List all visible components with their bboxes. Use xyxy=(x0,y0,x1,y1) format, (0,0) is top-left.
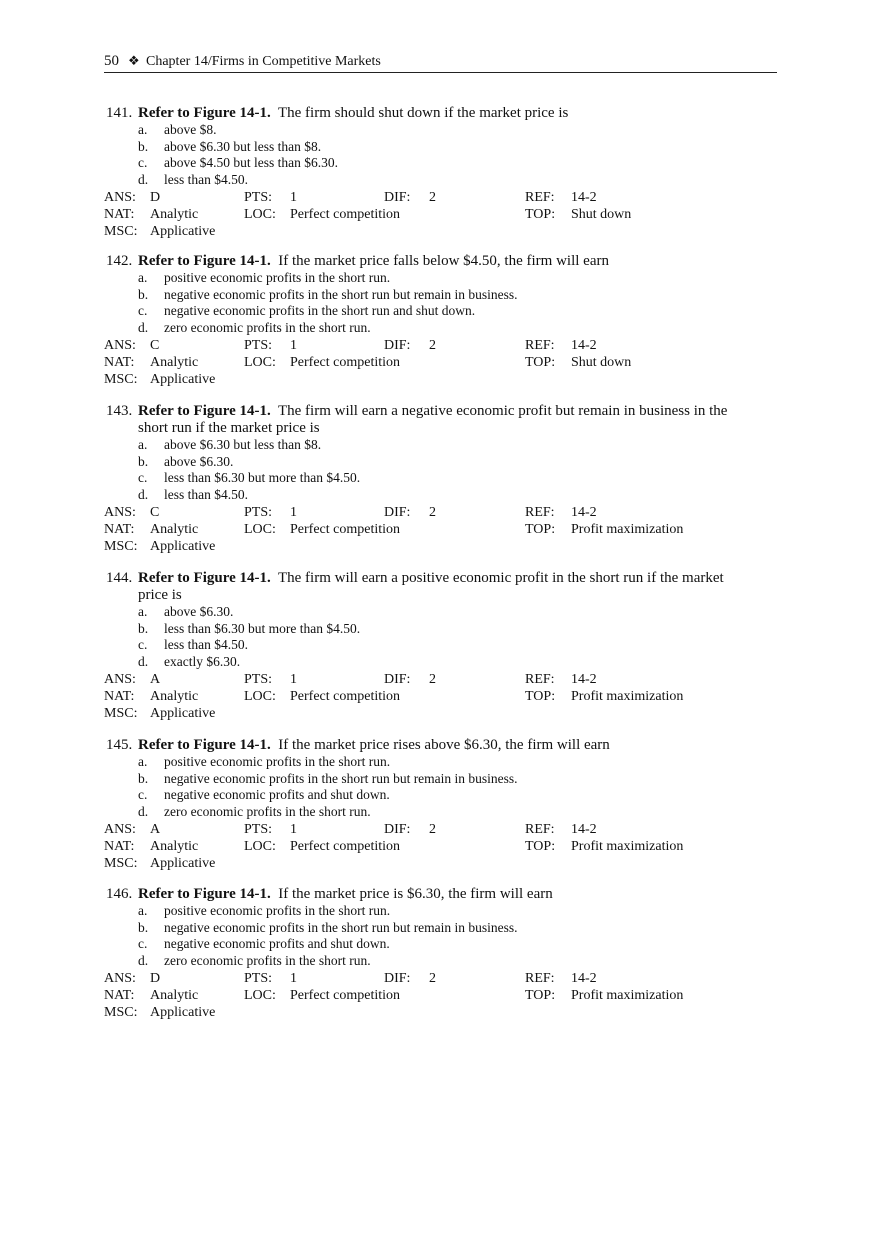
option-text: negative economic profits and shut down. xyxy=(164,787,390,803)
page-number: 50 xyxy=(104,53,119,69)
nat-label: NAT: xyxy=(104,354,135,370)
top-value: Profit maximization xyxy=(571,838,684,854)
option-text: less than $4.50. xyxy=(164,172,248,188)
option-text: negative economic profits in the short run but remain in business. xyxy=(164,286,518,302)
ans-value: A xyxy=(150,671,161,687)
page-header xyxy=(104,52,777,73)
option-letter: b. xyxy=(138,620,149,636)
option-letter: d. xyxy=(138,804,149,820)
top-label: TOP: xyxy=(525,521,556,537)
option-text: above $4.50 but less than $6.30. xyxy=(164,155,338,171)
answer-option xyxy=(138,320,784,337)
nat-value: Analytic xyxy=(150,206,199,222)
msc-label: MSC: xyxy=(104,855,138,871)
dif-label: DIF: xyxy=(384,189,411,205)
option-letter: a. xyxy=(138,903,148,918)
loc-value: Perfect competition xyxy=(290,987,401,1003)
option-text: zero economic profits in the short run. xyxy=(164,320,371,336)
question-stem xyxy=(104,570,784,587)
pts-label: PTS: xyxy=(244,337,273,353)
option-letter: b. xyxy=(138,138,149,154)
option-text: positive economic profits in the short run. xyxy=(164,903,391,918)
answer-meta-row xyxy=(104,504,784,521)
nat-value: Analytic xyxy=(150,838,199,854)
loc-value: Perfect competition xyxy=(290,354,401,370)
question-number: 141. xyxy=(106,105,133,121)
option-text: above $6.30 but less than $8. xyxy=(164,437,322,452)
answer-options xyxy=(138,122,784,189)
ans-label: ANS: xyxy=(104,337,136,353)
msc-label: MSC: xyxy=(104,1004,138,1020)
answer-option xyxy=(138,437,784,454)
option-text: negative economic profits and shut down. xyxy=(164,936,390,952)
ref-value: 14-2 xyxy=(571,504,597,520)
pts-label: PTS: xyxy=(244,671,273,687)
answer-option xyxy=(138,487,784,504)
answer-options xyxy=(138,754,784,821)
pts-label: PTS: xyxy=(244,504,273,520)
answer-option xyxy=(138,621,784,638)
loc-label: LOC: xyxy=(244,688,276,704)
answer-options xyxy=(138,903,784,970)
option-text: less than $4.50. xyxy=(164,487,248,503)
top-label: TOP: xyxy=(525,354,556,370)
question-stem xyxy=(104,105,784,122)
top-label: TOP: xyxy=(525,688,556,704)
question-text-continued: price is xyxy=(138,587,182,603)
answer-option xyxy=(138,936,784,953)
dif-label: DIF: xyxy=(384,970,411,986)
question-141 xyxy=(104,105,784,240)
nat-meta-row xyxy=(104,838,784,855)
pts-label: PTS: xyxy=(244,970,273,986)
question-text-continued: short run if the market price is xyxy=(138,420,320,436)
option-text: above $6.30. xyxy=(164,453,234,469)
nat-label: NAT: xyxy=(104,987,135,1003)
pts-label: PTS: xyxy=(244,189,273,205)
loc-label: LOC: xyxy=(244,206,276,222)
dif-value: 2 xyxy=(429,189,436,205)
ans-value: D xyxy=(150,970,161,986)
answer-option xyxy=(138,771,784,788)
question-143 xyxy=(104,403,784,555)
option-letter: d. xyxy=(138,953,149,969)
nat-label: NAT: xyxy=(104,206,135,222)
option-text: negative economic profits in the short run but remain in business. xyxy=(164,770,518,786)
answer-option xyxy=(138,920,784,937)
option-text: less than $6.30 but more than $4.50. xyxy=(164,470,361,486)
answer-option xyxy=(138,172,784,189)
option-letter: a. xyxy=(138,122,148,137)
option-letter: d. xyxy=(138,320,149,336)
question-stem-continued xyxy=(104,587,784,604)
ans-label: ANS: xyxy=(104,970,136,986)
option-text: above $6.30 but less than $8. xyxy=(164,138,322,154)
diamond-icon: ❖ xyxy=(128,53,140,68)
loc-value: Perfect competition xyxy=(290,206,401,222)
answer-option xyxy=(138,637,784,654)
dif-value: 2 xyxy=(429,821,436,837)
question-text: If the market price rises above $6.30, the firm will earn xyxy=(278,737,610,753)
option-letter: b. xyxy=(138,770,149,786)
option-letter: d. xyxy=(138,172,149,188)
pts-value: 1 xyxy=(290,337,297,353)
option-text: positive economic profits in the short run. xyxy=(164,270,391,285)
option-letter: d. xyxy=(138,487,149,503)
question-number: 146. xyxy=(106,886,133,902)
ans-label: ANS: xyxy=(104,189,136,205)
dif-value: 2 xyxy=(429,337,436,353)
figure-reference: Refer to Figure 14-1. xyxy=(138,403,271,419)
option-letter: a. xyxy=(138,270,148,285)
msc-meta-row xyxy=(104,1004,784,1021)
ref-value: 14-2 xyxy=(571,671,597,687)
question-stem xyxy=(104,886,784,903)
answer-option xyxy=(138,470,784,487)
ref-label: REF: xyxy=(525,189,555,205)
option-letter: c. xyxy=(138,637,148,653)
question-144 xyxy=(104,570,784,722)
answer-options xyxy=(138,604,784,671)
answer-meta-row xyxy=(104,189,784,206)
loc-value: Perfect competition xyxy=(290,521,401,537)
answer-option xyxy=(138,122,784,139)
question-number: 142. xyxy=(106,253,133,269)
top-label: TOP: xyxy=(525,838,556,854)
pts-value: 1 xyxy=(290,821,297,837)
question-text: The firm will earn a positive economic profit in the short run if the market xyxy=(277,570,724,586)
answer-options xyxy=(138,437,784,504)
ref-label: REF: xyxy=(525,970,555,986)
msc-value: Applicative xyxy=(150,855,216,871)
msc-value: Applicative xyxy=(150,705,216,721)
option-text: negative economic profits in the short run but remain in business. xyxy=(164,919,518,935)
msc-meta-row xyxy=(104,705,784,722)
question-number: 143. xyxy=(106,403,133,419)
msc-value: Applicative xyxy=(150,538,216,554)
option-letter: c. xyxy=(138,155,148,171)
ref-label: REF: xyxy=(525,337,555,353)
question-142 xyxy=(104,253,784,388)
loc-label: LOC: xyxy=(244,354,276,370)
option-text: zero economic profits in the short run. xyxy=(164,804,371,820)
pts-value: 1 xyxy=(290,970,297,986)
dif-value: 2 xyxy=(429,504,436,520)
nat-label: NAT: xyxy=(104,838,135,854)
pts-value: 1 xyxy=(290,189,297,205)
nat-meta-row xyxy=(104,688,784,705)
ans-label: ANS: xyxy=(104,504,136,520)
msc-value: Applicative xyxy=(150,1004,216,1020)
nat-value: Analytic xyxy=(150,354,199,370)
question-text: The firm will earn a negative economic profit but remain in business in the xyxy=(277,403,728,419)
answer-options xyxy=(138,270,784,337)
answer-option xyxy=(138,953,784,970)
nat-meta-row xyxy=(104,354,784,371)
msc-label: MSC: xyxy=(104,223,138,239)
question-stem xyxy=(104,737,784,754)
pts-value: 1 xyxy=(290,504,297,520)
option-letter: c. xyxy=(138,303,148,319)
option-letter: b. xyxy=(138,453,149,469)
nat-meta-row xyxy=(104,987,784,1004)
question-text: If the market price falls below $4.50, the firm will earn xyxy=(278,253,609,269)
option-letter: b. xyxy=(138,919,149,935)
msc-meta-row xyxy=(104,371,784,388)
loc-label: LOC: xyxy=(244,987,276,1003)
ref-label: REF: xyxy=(525,504,555,520)
nat-value: Analytic xyxy=(150,987,199,1003)
question-number: 144. xyxy=(106,570,133,586)
msc-value: Applicative xyxy=(150,223,216,239)
msc-meta-row xyxy=(104,538,784,555)
option-text: above $8. xyxy=(164,122,217,137)
pts-label: PTS: xyxy=(244,821,273,837)
figure-reference: Refer to Figure 14-1. xyxy=(138,105,271,121)
ans-value: D xyxy=(150,189,161,205)
dif-label: DIF: xyxy=(384,504,411,520)
option-text: less than $4.50. xyxy=(164,637,248,653)
nat-meta-row xyxy=(104,521,784,538)
ans-value: C xyxy=(150,504,160,520)
msc-value: Applicative xyxy=(150,371,216,387)
loc-label: LOC: xyxy=(244,521,276,537)
msc-label: MSC: xyxy=(104,538,138,554)
answer-option xyxy=(138,287,784,304)
dif-label: DIF: xyxy=(384,821,411,837)
ans-label: ANS: xyxy=(104,821,136,837)
question-146 xyxy=(104,886,784,1021)
option-letter: d. xyxy=(138,654,149,670)
ref-label: REF: xyxy=(525,671,555,687)
nat-meta-row xyxy=(104,206,784,223)
nat-label: NAT: xyxy=(104,521,135,537)
top-label: TOP: xyxy=(525,987,556,1003)
msc-meta-row xyxy=(104,223,784,240)
option-letter: c. xyxy=(138,470,148,486)
ref-value: 14-2 xyxy=(571,821,597,837)
question-text: The firm should shut down if the market price is xyxy=(277,105,569,121)
option-text: zero economic profits in the short run. xyxy=(164,953,371,969)
option-letter: c. xyxy=(138,787,148,803)
top-value: Shut down xyxy=(571,206,632,222)
dif-label: DIF: xyxy=(384,671,411,687)
msc-label: MSC: xyxy=(104,705,138,721)
ans-value: A xyxy=(150,821,161,837)
answer-option xyxy=(138,303,784,320)
answer-option xyxy=(138,804,784,821)
nat-label: NAT: xyxy=(104,688,135,704)
chapter-title: Chapter 14/Firms in Competitive Markets xyxy=(146,54,381,69)
figure-reference: Refer to Figure 14-1. xyxy=(138,886,271,902)
ref-value: 14-2 xyxy=(571,189,597,205)
ref-value: 14-2 xyxy=(571,970,597,986)
figure-reference: Refer to Figure 14-1. xyxy=(138,570,271,586)
top-label: TOP: xyxy=(525,206,556,222)
answer-option xyxy=(138,654,784,671)
option-text: positive economic profits in the short run. xyxy=(164,754,391,769)
option-letter: c. xyxy=(138,936,148,952)
option-text: above $6.30. xyxy=(164,604,234,619)
ans-label: ANS: xyxy=(104,671,136,687)
option-letter: b. xyxy=(138,286,149,302)
answer-meta-row xyxy=(104,671,784,688)
answer-meta-row xyxy=(104,970,784,987)
dif-value: 2 xyxy=(429,970,436,986)
answer-option xyxy=(138,903,784,920)
option-letter: a. xyxy=(138,754,148,769)
msc-meta-row xyxy=(104,855,784,872)
nat-value: Analytic xyxy=(150,521,199,537)
option-text: less than $6.30 but more than $4.50. xyxy=(164,620,361,636)
question-stem xyxy=(104,253,784,270)
answer-option xyxy=(138,454,784,471)
figure-reference: Refer to Figure 14-1. xyxy=(138,253,271,269)
dif-value: 2 xyxy=(429,671,436,687)
top-value: Profit maximization xyxy=(571,521,684,537)
answer-option xyxy=(138,270,784,287)
option-letter: a. xyxy=(138,604,148,619)
option-letter: a. xyxy=(138,437,148,452)
top-value: Profit maximization xyxy=(571,987,684,1003)
top-value: Shut down xyxy=(571,354,632,370)
loc-label: LOC: xyxy=(244,838,276,854)
loc-value: Perfect competition xyxy=(290,838,401,854)
figure-reference: Refer to Figure 14-1. xyxy=(138,737,271,753)
question-stem-continued xyxy=(104,420,784,437)
answer-option xyxy=(138,787,784,804)
answer-option xyxy=(138,754,784,771)
msc-label: MSC: xyxy=(104,371,138,387)
ref-label: REF: xyxy=(525,821,555,837)
answer-meta-row xyxy=(104,821,784,838)
pts-value: 1 xyxy=(290,671,297,687)
ref-value: 14-2 xyxy=(571,337,597,353)
question-145 xyxy=(104,737,784,872)
dif-label: DIF: xyxy=(384,337,411,353)
question-stem xyxy=(104,403,784,420)
nat-value: Analytic xyxy=(150,688,199,704)
answer-option xyxy=(138,155,784,172)
answer-option xyxy=(138,604,784,621)
option-text: negative economic profits in the short run and shut down. xyxy=(164,303,476,319)
top-value: Profit maximization xyxy=(571,688,684,704)
loc-value: Perfect competition xyxy=(290,688,401,704)
question-number: 145. xyxy=(106,737,133,753)
answer-option xyxy=(138,139,784,156)
option-text: exactly $6.30. xyxy=(164,654,241,670)
answer-meta-row xyxy=(104,337,784,354)
ans-value: C xyxy=(150,337,160,353)
question-text: If the market price is $6.30, the firm will earn xyxy=(278,886,553,902)
